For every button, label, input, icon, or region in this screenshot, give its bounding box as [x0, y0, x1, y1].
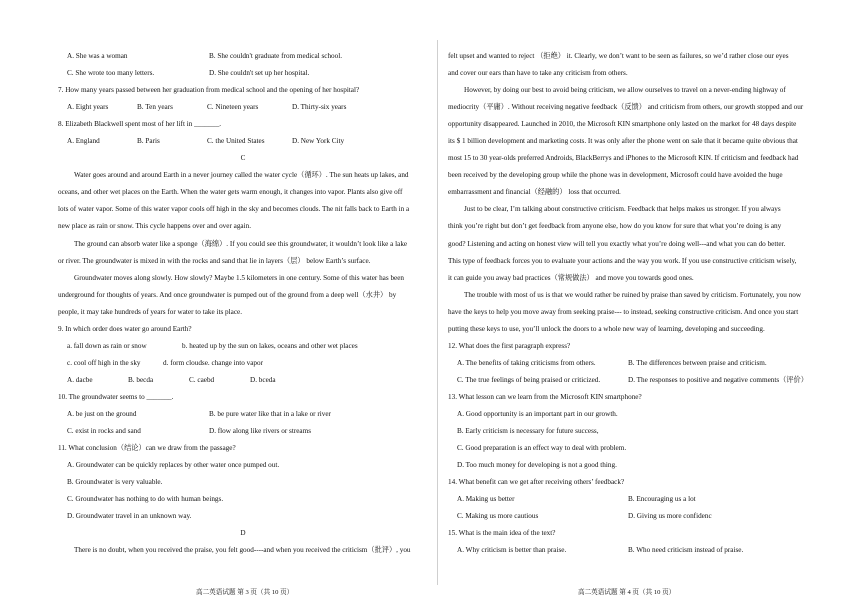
question-7: 7. How many years passed between her graduation from medical school and the opening of her hospital? — [58, 86, 360, 95]
q12-option-b: B. The differences between praise and criticism. — [628, 358, 767, 367]
q9-options — [58, 372, 428, 389]
passage-d-line: and cover our ears than have to take any criticism from others. — [448, 69, 628, 78]
q7-option-a: A. Eight years — [67, 103, 109, 112]
question-10: 10. The groundwater seems to _______. — [58, 392, 174, 401]
question-9: 9. In which order does water go around Earth? — [58, 324, 192, 333]
q9-option-c: C. caebd — [189, 375, 215, 384]
q9-option-d: D. bceda — [250, 375, 276, 384]
passage-d-line: Just to be clear, I’m talking about constructive criticism. Feedback that helps makes us stronger. If you always — [464, 205, 781, 214]
passage-d-line: felt upset and wanted to reject （拒绝） it. Clearly, we don’t want to be seen as failures, so we’d rather close our eyes — [448, 52, 789, 60]
q11-option-a: A. Groundwater can be quickly replaces by other water once pumped out. — [67, 461, 280, 470]
q11-option-d: D. Groundwater travel in an unknown way. — [67, 512, 192, 521]
q10-options-row-2 — [58, 423, 428, 440]
question-11: 11. What conclusion（结论）can we draw from the passage? — [58, 444, 236, 453]
q13-option-a: A. Good opportunity is an important part in our growth. — [457, 409, 618, 418]
q12-options-row-1 — [448, 355, 821, 372]
left-page — [58, 48, 428, 559]
q9-option-b: B. becda — [128, 375, 154, 384]
passage-c-line: underground for thoughts of years. And once groundwater is pumped out of the ground from a deep well（水井） by — [58, 290, 397, 299]
passage-d-line: think you’re right but don’t get feedback from anyone else, how do you know for sure that what you’re doing is any — [448, 222, 782, 231]
passage-d-line: most 15 to 30 year-olds preferred Androids, BlackBerrys and iPhones to the Microsoft KIN. If criticism and feedback had — [448, 154, 799, 163]
question-14: 14. What benefit can we get after receiving others’ feedback? — [448, 478, 625, 487]
q14-option-a: A. Making us better — [457, 495, 515, 504]
passage-d-line: mediocrity（平庸）. Without receiving negative feedback（反馈） and criticism from others, our growth stopped and our — [448, 103, 804, 112]
passage-c-line: people, it may take hundreds of years for water to take its place. — [58, 307, 243, 316]
q12-options-row-2 — [448, 372, 821, 389]
passage-d-line: putting these keys to use, you’ll unlock the doors to a whole new way of learning, developing and succeeding. — [448, 324, 765, 333]
passage-c-line: lots of water vapor. Some of this water vapor cools off high in the sky and becomes clouds. The nit falls back to Earth in a — [58, 205, 410, 214]
q13-option-d: D. Too much money for developing is not a good thing. — [457, 461, 617, 470]
q8-option-b: B. Paris — [137, 137, 160, 146]
q6-option-c: C. She wrote too many letters. — [67, 69, 155, 78]
question-15: 15. What is the main idea of the text? — [448, 529, 556, 538]
q11-option-c: C. Groundwater has nothing to do with human beings. — [67, 495, 224, 504]
section-d-heading: D — [240, 529, 246, 538]
q9-option-a: A. dacbe — [67, 375, 93, 384]
passage-d-line: embarrassment and financial（经融的） loss that occurred. — [448, 188, 621, 197]
q10-option-a: A. be just on the ground — [67, 409, 137, 418]
passage-d-line: its $ 1 billion development and marketing costs. It was only after the phone went on sale that it became quite obvious that — [448, 137, 798, 146]
q7-option-d: D. Thirty-six years — [292, 103, 347, 112]
q9-item-b: b. heated up by the sun on lakes, oceans and other wet places — [182, 341, 358, 350]
question-12: 12. What does the first paragraph express? — [448, 341, 571, 350]
q12-option-a: A. The benefits of taking criticisms from others. — [457, 358, 596, 367]
passage-d-line: This type of feedback forces you to evaluate your actions and the way you work. If you use constructive criticism wisely, — [448, 256, 797, 265]
q12-option-c: C. The true feelings of being praised or criticized. — [457, 375, 601, 384]
q11-option-b: B. Groundwater is very valuable. — [67, 478, 163, 487]
q10-option-d: D. flow along like rivers or streams — [209, 427, 311, 436]
q7-option-b: B. Ten years — [137, 103, 173, 112]
q6-options-row-1 — [58, 48, 428, 65]
passage-d-line: been received by the developing group while the phone was in development, Microsoft could have avoided the huge — [448, 171, 783, 180]
q6-option-b: B. She couldn't graduate from medical school. — [209, 52, 343, 60]
q14-options-row-1 — [448, 491, 821, 508]
q6-options-row-2 — [58, 65, 428, 82]
q14-option-b: B. Encouraging us a lot — [628, 495, 696, 504]
passage-d-line: opportunity disappeared. Launched in 2010, the Microsoft KIN smartphone only lasted on the market for 48 days despite — [448, 120, 797, 129]
passage-c-line: new place as rain or snow. This cycle happens over and over again. — [58, 222, 251, 231]
q9-items-row-2 — [58, 355, 428, 372]
q14-option-d: D. Giving us more confidenc — [628, 512, 712, 521]
passage-c-line: Groundwater moves along slowly. How slowly? Maybe 1.5 kilometers in one century. Some of this water has been — [74, 273, 405, 282]
q9-item-a: a. fall down as rain or snow — [67, 341, 147, 350]
passage-c-line: oceans, and other wet places on the Earth. When the water gets warm enough, it changes into vapor. Plants also give off — [58, 188, 403, 197]
q15-option-b: B. Who need criticism instead of praise. — [628, 546, 744, 555]
passage-d-line: have the keys to help you move away from seeking praise--- to instead, seeking constructive criticism. And once you start — [448, 307, 799, 316]
q15-option-a: A. Why criticism is better than praise. — [457, 546, 567, 555]
q8-option-a: A. England — [67, 137, 100, 146]
q10-option-c: C. exist in rocks and sand — [67, 427, 141, 436]
passage-c-line: Water goes around and around Earth in a never journey called the water cycle（循环）. The sun heats up lakes, and — [74, 171, 409, 180]
right-page — [448, 48, 821, 559]
passage-d-line: However, by doing our best to avoid being criticism, we allow ourselves to travel on a never-ending highway of — [464, 86, 786, 95]
q14-option-c: C. Making us more cautious — [457, 512, 539, 521]
q8-option-c: C. the United States — [207, 137, 265, 146]
page-footer-right: 高二英语试题 第 4 页（共 10 页） — [578, 589, 676, 596]
q13-option-c: C. Good preparation is an effect way to deal with problem. — [457, 444, 627, 453]
q14-options-row-2 — [448, 508, 821, 525]
q7-option-c: C. Nineteen years — [207, 103, 259, 112]
passage-d-line: There is no doubt, when you received the praise, you felt good----and when you received the criticism（批评）, you — [74, 546, 411, 555]
q8-options — [58, 133, 428, 150]
passage-c-line: The ground can absorb water like a sponge（海绵）. If you could see this groundwater, it wouldn’t look like a lake — [74, 239, 408, 248]
passage-d-line: it can guide you away bad practices（常规做法） and move you towards good ones. — [448, 273, 694, 282]
q6-option-d: D. She couldn't set up her hospital. — [209, 69, 310, 78]
section-c-heading: C — [240, 154, 246, 163]
page-divider — [437, 40, 438, 585]
passage-d-line: good? Listening and acting on honest view will tell you exactly what you’re doing well---and what you can do better. — [448, 239, 786, 248]
q8-option-d: D. New York City — [292, 137, 345, 146]
passage-d-line: The trouble with most of us is that we would rather be ruined by praise than saved by criticism. Fortunately, you now — [464, 290, 802, 299]
q12-option-d: D. The responses to positive and negative comments（评价） — [628, 375, 808, 384]
q9-item-d: d. form cloudse. change into vapor — [163, 358, 263, 367]
passage-c-line: or river. The groundwater is mixed in with the rocks and sand that lie in layers（层） below Earth’s surface. — [58, 256, 371, 265]
q6-option-a: A. She was a woman — [67, 52, 128, 60]
page-footer-left: 高二英语试题 第 3 页（共 10 页） — [196, 589, 294, 596]
q9-items-row-1 — [58, 338, 428, 355]
question-13: 13. What lesson can we learn from the Microsoft KIN smartphone? — [448, 392, 642, 401]
q15-options-row-1 — [448, 542, 821, 559]
question-8: 8. Elizabeth Blackwell spent most of her lift in _______. — [58, 120, 222, 129]
q13-option-b: B. Early criticism is necessary for future success, — [457, 427, 599, 436]
q10-options-row-1 — [58, 406, 428, 423]
q9-item-c: c. cool off high in the sky — [67, 358, 141, 367]
q7-options — [58, 99, 428, 116]
q10-option-b: B. be pure water like that in a lake or river — [209, 409, 331, 418]
